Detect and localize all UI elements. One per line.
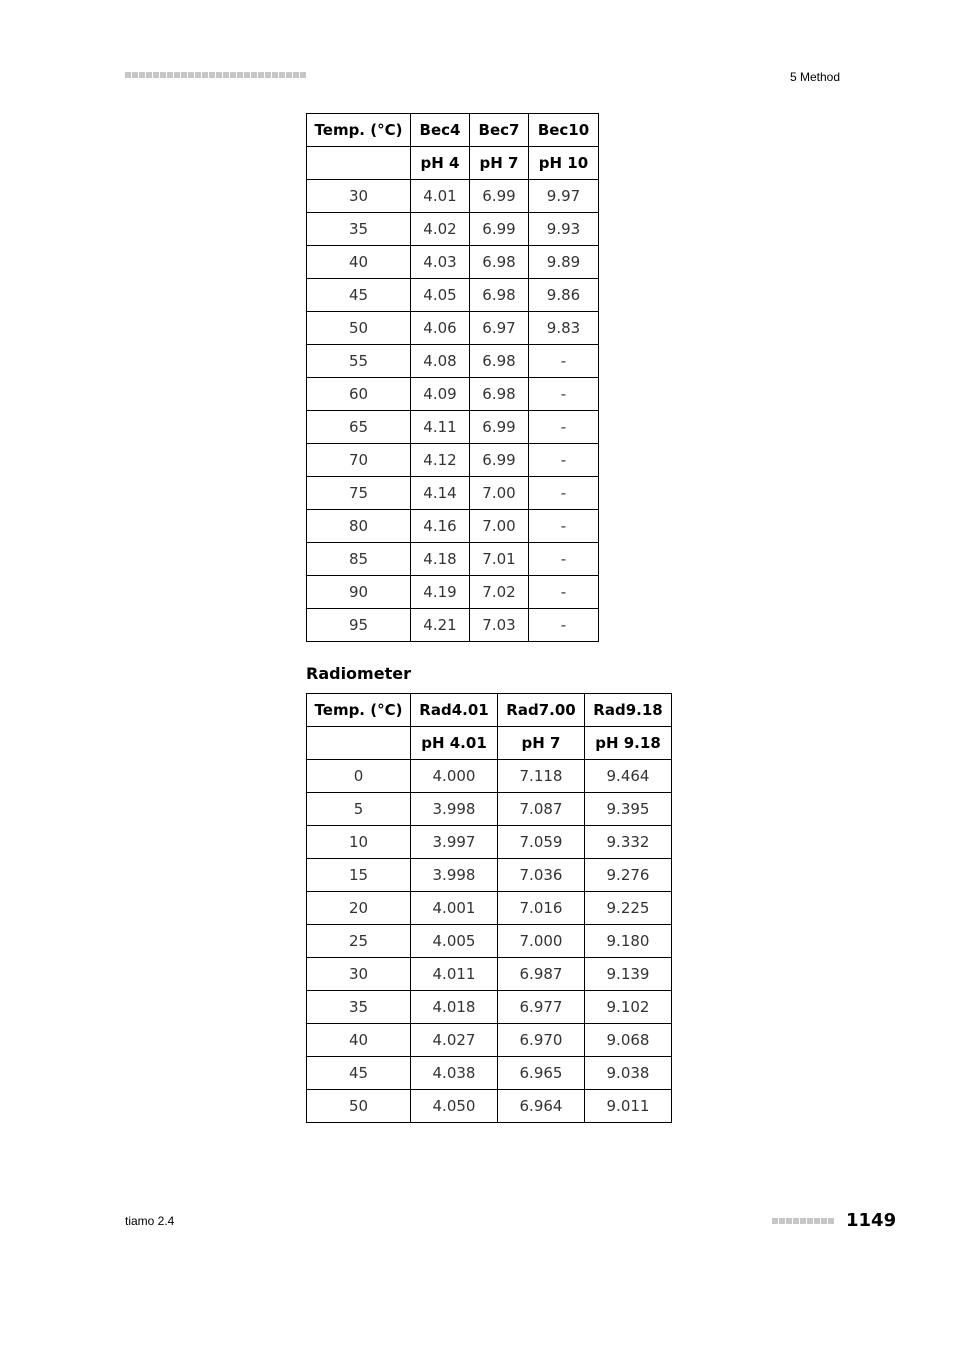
table-cell: 9.038 (585, 1057, 672, 1090)
table-row (307, 477, 599, 510)
table-row (307, 213, 599, 246)
table-cell: 9.395 (585, 793, 672, 826)
table-cell: Rad7.00 (498, 694, 585, 727)
table-row (307, 892, 672, 925)
table-cell: 4.16 (411, 510, 470, 543)
table-cell: 9.225 (585, 892, 672, 925)
footer-decoration (772, 1218, 835, 1237)
product-name: tiamo 2.4 (125, 1214, 175, 1228)
table-cell: 4.18 (411, 543, 470, 576)
table-row (307, 510, 599, 543)
table-cell: 9.068 (585, 1024, 672, 1057)
table-cell: 4.06 (411, 312, 470, 345)
table-row (307, 345, 599, 378)
table-row (307, 826, 672, 859)
table-cell: - (529, 411, 599, 444)
table-cell: 6.98 (470, 345, 529, 378)
table-cell: 6.964 (498, 1090, 585, 1123)
table-header-row (307, 694, 672, 727)
table-cell: - (529, 609, 599, 642)
table-cell: 9.011 (585, 1090, 672, 1123)
table-cell: 85 (307, 543, 411, 576)
table-cell: 40 (307, 1024, 411, 1057)
table-header-row (307, 114, 599, 147)
table-row (307, 444, 599, 477)
table-cell: 7.01 (470, 543, 529, 576)
table-cell: 5 (307, 793, 411, 826)
table-cell: 4.038 (411, 1057, 498, 1090)
table-cell: - (529, 543, 599, 576)
table-row (307, 991, 672, 1024)
table-cell: 4.000 (411, 760, 498, 793)
table-cell: 3.998 (411, 859, 498, 892)
table-cell: 7.059 (498, 826, 585, 859)
table-cell: 35 (307, 213, 411, 246)
table-cell (307, 147, 411, 180)
table-cell: 4.01 (411, 180, 470, 213)
table-cell: 4.08 (411, 345, 470, 378)
table-cell: pH 7 (470, 147, 529, 180)
table-cell: 4.21 (411, 609, 470, 642)
table-cell: 65 (307, 411, 411, 444)
table-cell: Bec4 (411, 114, 470, 147)
table-cell: 9.276 (585, 859, 672, 892)
table-cell: 3.998 (411, 793, 498, 826)
table-cell: 4.05 (411, 279, 470, 312)
table-cell: 30 (307, 958, 411, 991)
table-subheader-row (307, 147, 599, 180)
table-cell: 9.83 (529, 312, 599, 345)
table-row (307, 378, 599, 411)
table-cell: 9.332 (585, 826, 672, 859)
table-cell: 4.09 (411, 378, 470, 411)
table-cell: 9.89 (529, 246, 599, 279)
table-cell: 4.12 (411, 444, 470, 477)
table-cell: 15 (307, 859, 411, 892)
bec-buffer-table (306, 113, 599, 642)
table-row (307, 925, 672, 958)
table-cell: pH 10 (529, 147, 599, 180)
table-row (307, 760, 672, 793)
table-row (307, 576, 599, 609)
table-cell: 7.000 (498, 925, 585, 958)
table-cell: 9.97 (529, 180, 599, 213)
table-cell: 4.001 (411, 892, 498, 925)
table-cell: 50 (307, 1090, 411, 1123)
table-cell: 4.11 (411, 411, 470, 444)
table-cell: pH 4 (411, 147, 470, 180)
table-row (307, 1057, 672, 1090)
table-row (307, 279, 599, 312)
table-cell: 7.036 (498, 859, 585, 892)
table-cell: 9.464 (585, 760, 672, 793)
table-cell: 9.93 (529, 213, 599, 246)
table-row (307, 411, 599, 444)
table-cell: Bec10 (529, 114, 599, 147)
table-cell: 9.180 (585, 925, 672, 958)
table-cell: - (529, 345, 599, 378)
table-cell: 7.016 (498, 892, 585, 925)
radiometer-title: Radiometer (306, 664, 411, 683)
table-cell: 4.005 (411, 925, 498, 958)
table-row (307, 1024, 672, 1057)
table-cell: 9.139 (585, 958, 672, 991)
table-cell: Bec7 (470, 114, 529, 147)
table-cell: 6.977 (498, 991, 585, 1024)
table-cell: 20 (307, 892, 411, 925)
table-row (307, 859, 672, 892)
table-cell: 4.14 (411, 477, 470, 510)
table-cell: 9.86 (529, 279, 599, 312)
table-cell: 6.99 (470, 411, 529, 444)
table-cell: - (529, 477, 599, 510)
table-cell: 7.00 (470, 510, 529, 543)
table-cell: 10 (307, 826, 411, 859)
table-cell: 7.118 (498, 760, 585, 793)
table-cell: 70 (307, 444, 411, 477)
table-cell: pH 9.18 (585, 727, 672, 760)
table-cell: pH 4.01 (411, 727, 498, 760)
table-cell: 40 (307, 246, 411, 279)
table-cell: 35 (307, 991, 411, 1024)
table-cell: 4.050 (411, 1090, 498, 1123)
table-cell (307, 727, 411, 760)
table-cell: 7.087 (498, 793, 585, 826)
header-decoration (125, 72, 307, 91)
table-cell: Rad9.18 (585, 694, 672, 727)
table-cell: 4.19 (411, 576, 470, 609)
page-number: 1149 (846, 1210, 897, 1231)
table-cell: - (529, 444, 599, 477)
table-cell: 3.997 (411, 826, 498, 859)
table-row (307, 180, 599, 213)
table-cell: 6.97 (470, 312, 529, 345)
table-cell: 7.00 (470, 477, 529, 510)
table-cell: 6.99 (470, 444, 529, 477)
table-cell: 6.98 (470, 279, 529, 312)
table-cell: 4.02 (411, 213, 470, 246)
table-row (307, 1090, 672, 1123)
table-cell: 4.018 (411, 991, 498, 1024)
table-cell: 4.027 (411, 1024, 498, 1057)
table-row (307, 793, 672, 826)
table-row (307, 543, 599, 576)
table-cell: 6.99 (470, 213, 529, 246)
table-cell: Temp. (°C) (307, 114, 411, 147)
table-cell: 7.03 (470, 609, 529, 642)
table-cell: 60 (307, 378, 411, 411)
table-cell: 75 (307, 477, 411, 510)
table-cell: 9.102 (585, 991, 672, 1024)
table-row (307, 312, 599, 345)
table-cell: 7.02 (470, 576, 529, 609)
table-cell: 90 (307, 576, 411, 609)
table-cell: - (529, 510, 599, 543)
table-row (307, 246, 599, 279)
table-cell: 6.965 (498, 1057, 585, 1090)
table-cell: 30 (307, 180, 411, 213)
table-cell: 6.987 (498, 958, 585, 991)
table-cell: pH 7 (498, 727, 585, 760)
table-subheader-row (307, 727, 672, 760)
table-cell: 45 (307, 279, 411, 312)
section-header: 5 Method (789, 70, 840, 84)
table-cell: Temp. (°C) (307, 694, 411, 727)
table-row (307, 958, 672, 991)
table-cell: 6.98 (470, 378, 529, 411)
table-cell: - (529, 576, 599, 609)
table-cell: - (529, 378, 599, 411)
radiometer-buffer-table (306, 693, 672, 1123)
table-cell: 6.970 (498, 1024, 585, 1057)
table-row (307, 609, 599, 642)
table-cell: 55 (307, 345, 411, 378)
table-cell: 80 (307, 510, 411, 543)
table-cell: 0 (307, 760, 411, 793)
table-cell: 4.011 (411, 958, 498, 991)
table-cell: Rad4.01 (411, 694, 498, 727)
table-cell: 6.98 (470, 246, 529, 279)
table-cell: 45 (307, 1057, 411, 1090)
table-cell: 95 (307, 609, 411, 642)
table-cell: 6.99 (470, 180, 529, 213)
table-cell: 4.03 (411, 246, 470, 279)
table-cell: 50 (307, 312, 411, 345)
table-cell: 25 (307, 925, 411, 958)
